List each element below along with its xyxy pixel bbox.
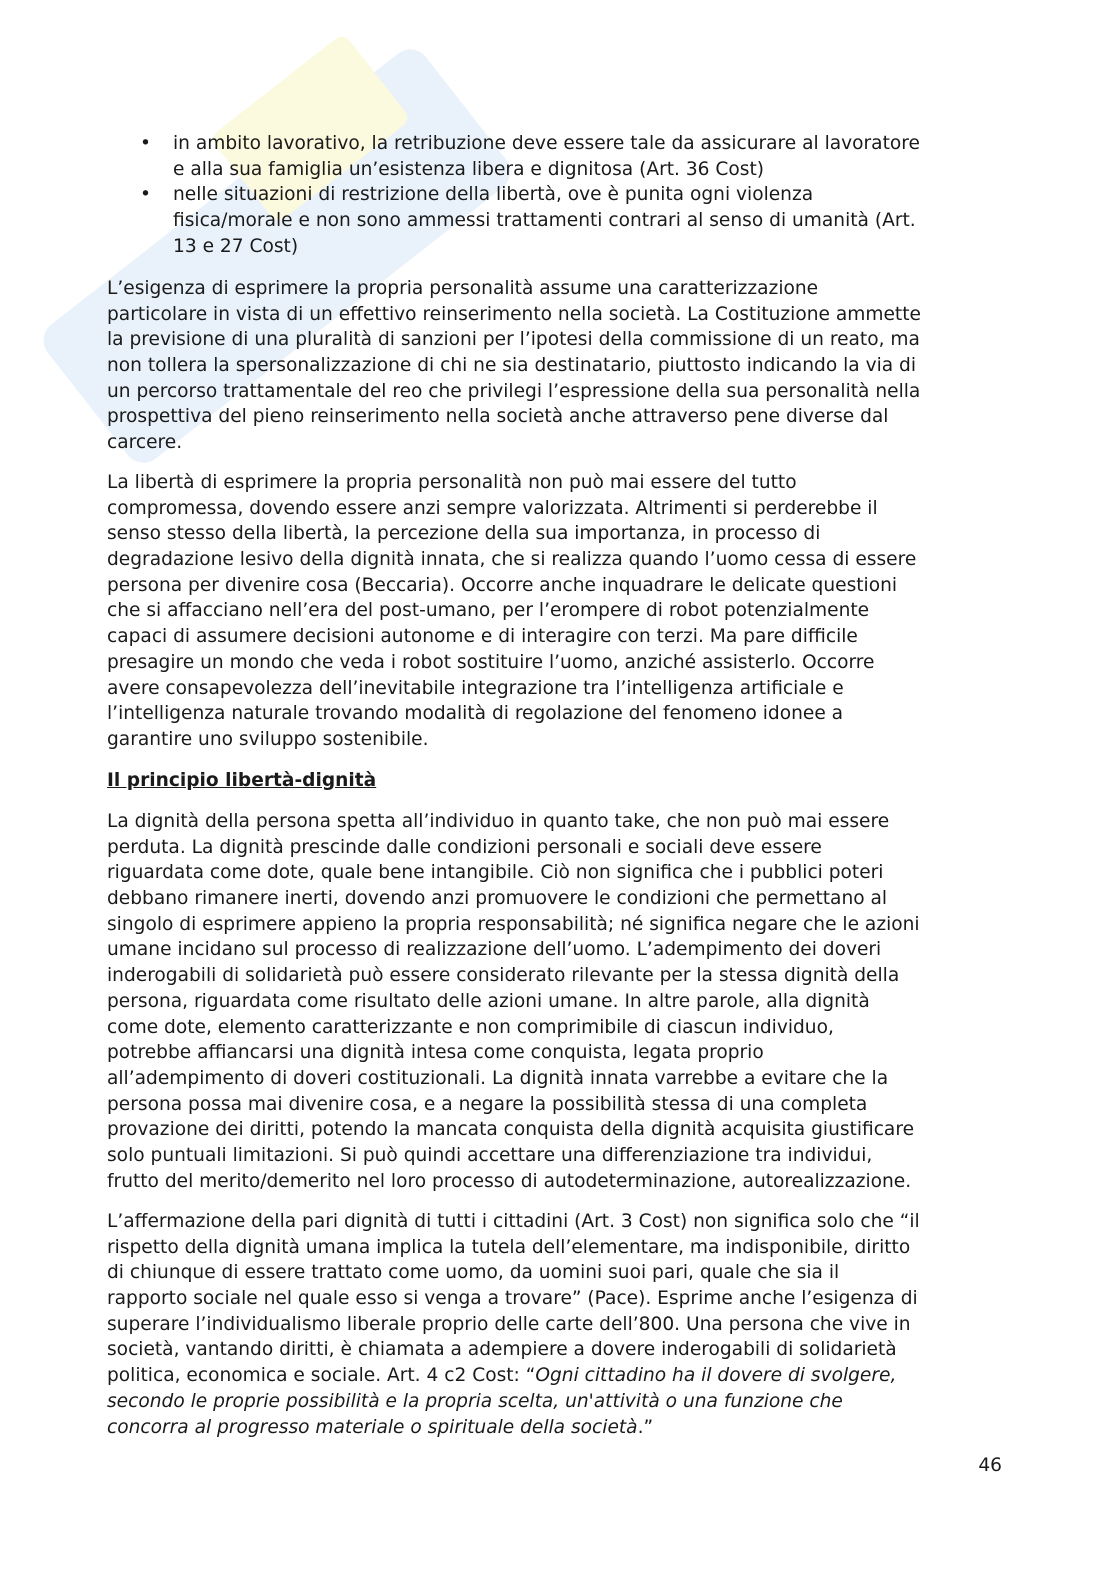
text-line (107, 1066, 1027, 1092)
text-segment: L’esigenza di esprimere la propria personalità assume una caratterizzazione (107, 278, 819, 299)
text-line (107, 624, 1027, 650)
text-segment: potrebbe affiancarsi una dignità intesa come conquista, legata proprio (107, 1042, 764, 1064)
text-segment: frutto del merito/demerito nel loro processo di autodeterminazione, autorealizzazione. (107, 1170, 912, 1192)
text-segment: come dote, elemento caratterizzante e non comprimibile di ciascun individuo, (107, 1016, 834, 1038)
text-line (107, 327, 1027, 353)
text-segment: l’intelligenza naturale trovando modalità di regolazione del fenomeno idonee a (107, 703, 844, 725)
text-segment: società, vantando diritti, è chiamata a adempiere a dovere inderogabili di solidarietà (107, 1339, 897, 1361)
text-line (107, 1337, 1027, 1363)
text-line (107, 1143, 1027, 1169)
text-line (107, 496, 1027, 522)
bullet-line (140, 157, 1060, 183)
text-segment: non tollera la spersonalizzazione di chi ne sia destinatario, piuttosto indicando la via di (107, 355, 917, 377)
text-line (107, 886, 1027, 912)
text-segment: avere consapevolezza dell’inevitabile integrazione tra l’intelligenza artificiale e (107, 677, 844, 699)
text-segment: inderogabili di solidarietà può essere considerato rilevante per la stessa dignità della (107, 965, 900, 987)
text-segment: La dignità della persona spetta all’individuo in quanto take, che non può mai essere (107, 811, 890, 832)
text-line (107, 379, 1027, 405)
text-segment: la previsione di una pluralità di sanzioni per l’ipotesi della commissione di un reato, ma (107, 329, 920, 351)
text-line (107, 521, 1027, 547)
bullet-line (140, 208, 1060, 234)
text-segment: di chiunque di essere trattato come uomo, da uomini suoi pari, quale che sia il (107, 1262, 840, 1284)
text-line (107, 912, 1027, 938)
text-segment: all’adempimento di doveri costituzionali. La dignità innata varrebbe a evitare che la (107, 1067, 889, 1089)
bullet-text: e alla sua famiglia un’esistenza libera e dignitosa (Art. 36 Cost) (173, 158, 764, 180)
text-segment: che si affacciano nell’era del post-umano, per l’erompere di robot potenzialmente (107, 600, 870, 622)
bullet-text: in ambito lavorativo, la retribuzione deve essere tale da assicurare al lavoratore (173, 133, 920, 154)
text-line (107, 860, 1027, 886)
text-line (107, 1092, 1027, 1118)
text-line (107, 1286, 1027, 1312)
text-segment: .” (637, 1416, 654, 1438)
bullet-line (140, 182, 1060, 208)
text-segment: persona per divenire cosa (Beccaria). Occorre anche inquadrare le delicate questioni (107, 574, 898, 596)
text-segment: singolo di esprimere appieno la propria responsabilità; né significa negare che le azioni (107, 913, 920, 935)
text-segment: debbano rimanere inerti, dovendo anzi promuovere le condizioni che permettano al (107, 888, 888, 910)
bullet-icon: • (140, 184, 151, 206)
text-line (107, 276, 1027, 302)
text-line (107, 1312, 1027, 1338)
text-segment: politica, economica e sociale. Art. 4 c2 Cost: “ (107, 1365, 536, 1387)
text-segment: umane incidano sul processo di realizzazione dell’uomo. L’adempimento dei doveri (107, 939, 882, 961)
text-line (107, 1415, 1027, 1441)
text-line (107, 701, 1027, 727)
text-line (107, 835, 1027, 861)
text-segment: presagire un mondo che veda i robot sostituire l’uomo, anziché assisterlo. Occorre (107, 651, 875, 673)
text-line (107, 809, 1027, 835)
bullet-text: nelle situazioni di restrizione della libertà, ove è punita ogni violenza (173, 184, 814, 206)
paragraph (107, 1209, 1027, 1440)
bullet-list (140, 131, 1060, 259)
text-segment: rispetto della dignità umana implica la tutela dell’elementare, ma indisponibile, diritto (107, 1236, 911, 1258)
italic-quote: secondo le proprie possibilità e la propria scelta, un'attività o una funzione che (107, 1390, 843, 1412)
text-line (107, 353, 1027, 379)
text-segment: senso stesso della libertà, la percezione della sua importanza, in processo di (107, 523, 821, 545)
text-segment: compromessa, dovendo essere anzi sempre valorizzata. Altrimenti si perderebbe il (107, 497, 878, 519)
text-segment: solo puntuali limitazioni. Si può quindi accettare una differenziazione tra individui, (107, 1144, 873, 1166)
text-line (107, 1235, 1027, 1261)
text-line (107, 598, 1027, 624)
text-line (107, 650, 1027, 676)
text-line (107, 470, 1027, 496)
text-line (107, 302, 1027, 328)
bullet-line (140, 131, 1060, 157)
text-segment: un percorso trattamentale del reo che privilegi l’espressione della sua personalità nella (107, 380, 921, 402)
text-line (107, 1169, 1027, 1195)
text-segment: perduta. La dignità prescinde dalle condizioni personali e sociali deve essere (107, 836, 822, 858)
paragraph (107, 809, 1027, 1194)
page-number: 46 (978, 1455, 1002, 1476)
text-segment: garantire uno sviluppo sostenibile. (107, 728, 429, 750)
text-line (107, 404, 1027, 430)
bullet-icon: • (140, 133, 151, 154)
text-segment: persona, riguardata come risultato delle azioni umane. In altre parole, alla dignità (107, 990, 870, 1012)
text-line (107, 1260, 1027, 1286)
paragraph (107, 470, 1027, 753)
bullet-text: fisica/morale e non sono ammessi trattamenti contrari al senso di umanità (Art. (173, 210, 916, 232)
section-heading: Il principio libertà-dignità (107, 770, 377, 791)
text-segment: carcere. (107, 432, 183, 454)
italic-quote: concorra al progresso materiale o spirituale della società (107, 1416, 638, 1438)
text-line (107, 989, 1027, 1015)
text-segment: rapporto sociale nel quale esso si venga a trovare” (Pace). Esprime anche l’esigenza di (107, 1288, 918, 1310)
text-line (107, 676, 1027, 702)
text-segment: capaci di assumere decisioni autonome e di interagire con terzi. Ma pare difficile (107, 626, 858, 648)
text-line (107, 573, 1027, 599)
bullet-line (140, 234, 1060, 260)
text-segment: L’affermazione della pari dignità di tutti i cittadini (Art. 3 Cost) non significa solo che “il (107, 1211, 920, 1232)
text-line (107, 937, 1027, 963)
text-segment: provazione dei diritti, potendo la mancata conquista della dignità acquisita giustificare (107, 1119, 915, 1141)
text-line (107, 1389, 1027, 1415)
text-segment: superare l’individualismo liberale proprio delle carte dell’800. Una persona che vive in (107, 1313, 911, 1335)
text-line (107, 1363, 1027, 1389)
paragraph (107, 276, 1027, 456)
text-segment: La libertà di esprimere la propria personalità non può mai essere del tutto (107, 472, 797, 493)
text-line (107, 1015, 1027, 1041)
bullet-text: 13 e 27 Cost) (173, 235, 299, 257)
text-line (107, 547, 1027, 573)
text-segment: riguardata come dote, quale bene intangibile. Ciò non significa che i pubblici poteri (107, 862, 884, 884)
text-segment: particolare in vista di un effettivo reinserimento nella società. La Costituzione ammette (107, 303, 921, 325)
text-line (107, 1209, 1027, 1235)
text-line (107, 1117, 1027, 1143)
text-line (107, 1040, 1027, 1066)
italic-quote: Ogni cittadino ha il dovere di svolgere, (535, 1365, 897, 1387)
text-segment: persona possa mai divenire cosa, e a negare la possibilità stessa di una completa (107, 1093, 868, 1115)
text-line (107, 727, 1027, 753)
text-segment: degradazione lesivo della dignità innata, che si realizza quando l’uomo cessa di essere (107, 549, 917, 571)
text-line (107, 963, 1027, 989)
text-segment: prospettiva del pieno reinserimento nella società anche attraverso pene diverse dal (107, 406, 889, 428)
text-line (107, 430, 1027, 456)
